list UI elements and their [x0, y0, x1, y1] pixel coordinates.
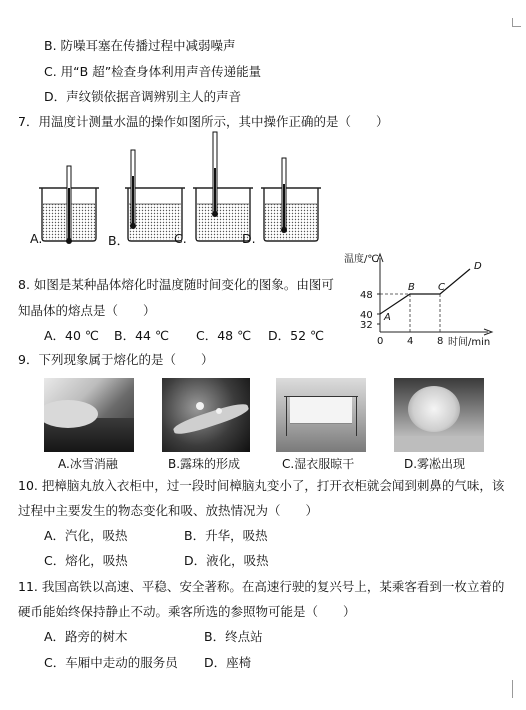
- q8-option-d[interactable]: D．52 ℃: [268, 328, 325, 343]
- photo-rime-frost: [394, 378, 484, 452]
- y-tick-label-0: 32: [360, 320, 373, 331]
- q11-stem-line2: 硬币能始终保持静止不动。乘客所选的参照物可能是（ ）: [18, 604, 356, 619]
- q10-stem-line2: 过程中主要发生的物态变化和吸、放热情况为（ ）: [18, 503, 319, 518]
- point-label-a: A: [384, 312, 391, 323]
- point-label-b: B: [408, 282, 415, 293]
- y-tick-label-1: 40: [360, 310, 373, 321]
- x-tick-label-0: 0: [377, 336, 384, 347]
- q10-option-c[interactable]: C．熔化，吸热: [44, 553, 128, 568]
- q6-option-b[interactable]: B. 防噪耳塞在传播过程中减弱噪声: [44, 38, 236, 53]
- x-tick-label-2: 8: [437, 336, 444, 347]
- corner-mark-top-right: [512, 18, 521, 27]
- beaker-c: [193, 132, 253, 241]
- q8-option-b[interactable]: B．44 ℃: [114, 328, 169, 343]
- q7-label-c[interactable]: C.: [174, 231, 187, 246]
- chart-xlabel: 时间/min: [448, 337, 491, 348]
- q6-option-c[interactable]: C. 用“B 超”检查身体利用声音传递能量: [44, 64, 262, 79]
- photo-ice-melting: [44, 378, 134, 452]
- q9-caption-c[interactable]: C.湿衣服晾干: [282, 457, 355, 471]
- q10-stem-line1: 10. 把樟脑丸放入衣柜中，过一段时间樟脑丸变小了，打开衣柜就会闻到刺鼻的气味，该: [18, 478, 505, 493]
- q11-option-a[interactable]: A．路旁的树木: [44, 629, 128, 644]
- melting-curve-line: [380, 269, 470, 314]
- q9-caption-b[interactable]: B.露珠的形成: [168, 457, 241, 471]
- q11-stem-line1: 11. 我国高铁以高速、平稳、安全著称。在高速行驶的复兴号上，某乘客看到一枚立着的: [18, 579, 505, 594]
- q8-option-a[interactable]: A．40 ℃: [44, 328, 99, 343]
- q10-option-b[interactable]: B．升华，吸热: [184, 528, 268, 543]
- beaker-b: [125, 150, 185, 241]
- photo-drying-clothes: [276, 378, 366, 452]
- q8-stem-line2: 知晶体的熔点是（ ）: [18, 303, 156, 318]
- q6-option-d[interactable]: D．声纹锁依据音调辨别主人的声音: [44, 89, 242, 104]
- q9-caption-d[interactable]: D.雾凇出现: [404, 457, 466, 471]
- q7-thermometer-figure: [30, 128, 330, 246]
- q7-label-d[interactable]: D.: [242, 231, 256, 246]
- corner-mark-bottom-right: [512, 680, 521, 698]
- q11-option-c[interactable]: C．车厢中走动的服务员: [44, 655, 178, 670]
- q8-stem-line1: 8. 如图是某种晶体熔化时温度随时间变化的图象。由图可: [18, 277, 334, 292]
- point-label-c: C: [438, 282, 445, 293]
- q7-stem: 7．用温度计测量水温的操作如图所示，其中操作正确的是（ ）: [18, 114, 389, 129]
- beaker-d: [261, 158, 321, 241]
- q10-option-a[interactable]: A．汽化，吸热: [44, 528, 128, 543]
- chart-ylabel: 温度/℃: [344, 254, 379, 265]
- q10-option-d[interactable]: D．液化，吸热: [184, 553, 269, 568]
- photo-dew-drops: [162, 378, 250, 452]
- q11-option-b[interactable]: B．终点站: [204, 629, 263, 644]
- beaker-a: [39, 166, 99, 244]
- y-tick-label-2: 48: [360, 290, 373, 301]
- q7-label-a[interactable]: A.: [30, 231, 43, 246]
- q9-caption-a[interactable]: A.冰雪消融: [58, 457, 118, 471]
- q11-option-d[interactable]: D．座椅: [204, 655, 252, 670]
- q9-stem: 9．下列现象属于熔化的是（ ）: [18, 352, 214, 367]
- x-tick-label-1: 4: [407, 336, 414, 347]
- q8-option-c[interactable]: C．48 ℃: [196, 328, 252, 343]
- point-label-d: D: [474, 261, 482, 272]
- melting-curve-chart: [340, 250, 510, 350]
- q7-label-b[interactable]: B．: [108, 233, 130, 248]
